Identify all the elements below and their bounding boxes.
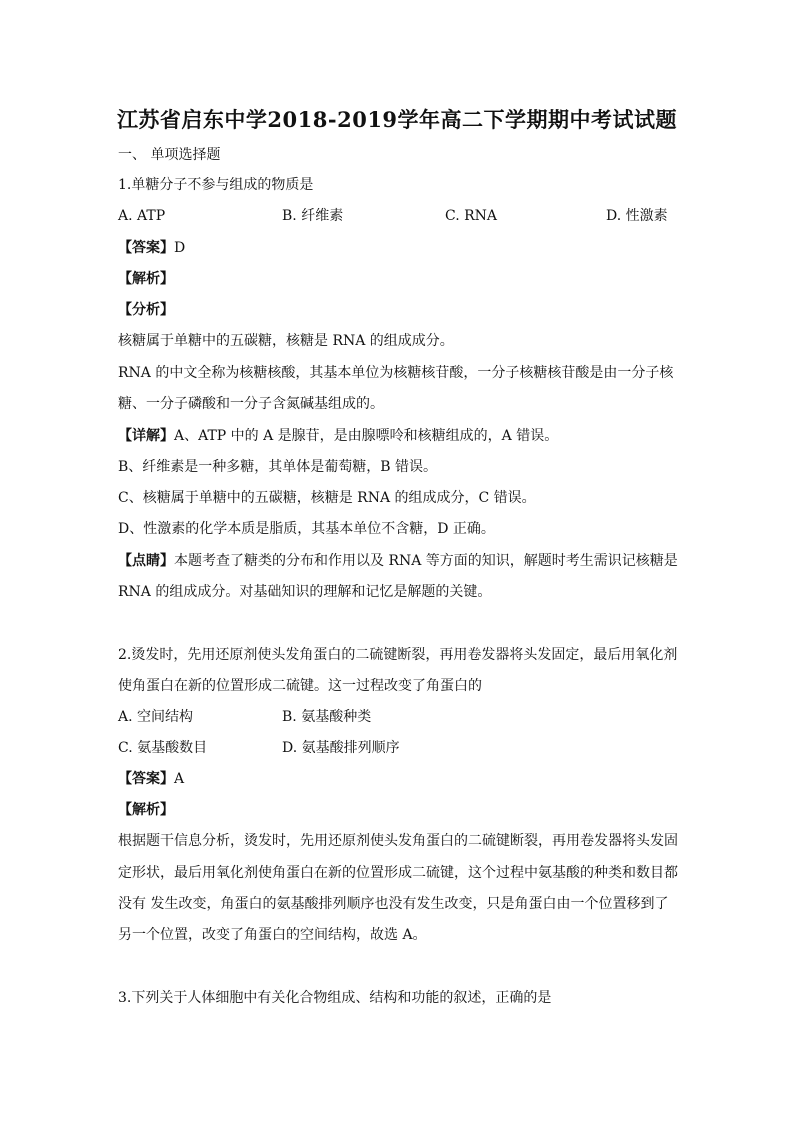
answer-value: A (174, 771, 185, 787)
answer-tag: 【答案】 (118, 771, 174, 787)
q2-option-a: A. 空间结构 (118, 709, 194, 725)
comment-text: 本题考查了糖类的分布和作用以及 RNA 等方面的知识，解题时考生需识记核糖是 (174, 553, 678, 569)
q2-option-c: C. 氨基酸数目 (118, 740, 208, 756)
q1-comment (118, 552, 678, 570)
q2-option-d: D. 氨基酸排列顺序 (282, 740, 400, 756)
answer-tag: 【答案】 (118, 240, 174, 256)
q1-detail (118, 427, 558, 445)
q2-analysis-tag: 【解析】 (118, 802, 174, 818)
q1-detail-line: C、核糖属于单糖中的五碳糖，核糖是 RNA 的组成成分，C 错误。 (118, 490, 536, 506)
q1-option-a: A. ATP (118, 208, 166, 224)
comment-tag: 【点睛】 (118, 553, 174, 569)
detail-tag: 【详解】 (118, 428, 174, 444)
q1-fenxi-line: 核糖属于单糖中的五碳糖，核糖是 RNA 的组成成分。 (118, 333, 454, 349)
q2-analysis-line: 根据题干信息分析，烫发时，先用还原剂使头发角蛋白的二硫键断裂，再用卷发器将头发固 (118, 833, 678, 849)
q2-analysis-line: 另一个位置，改变了角蛋白的空间结构，故选 A。 (118, 927, 427, 943)
detail-text: A、ATP 中的 A 是腺苷，是由腺嘌呤和核糖组成的，A 错误。 (174, 428, 559, 444)
page-title: 江苏省启东中学2018-2019学年高二下学期期中考试试题 (116, 107, 678, 132)
q1-fenxi-tag: 【分析】 (118, 302, 174, 318)
q1-fenxi-line: RNA 的中文全称为核糖核酸，其基本单位为核糖核苷酸，一分子核糖核苷酸是由一分子核 (118, 365, 674, 381)
q1-stem: 1.单糖分子不参与组成的物质是 (118, 177, 314, 193)
q1-option-c: C. RNA (445, 208, 498, 224)
q2-analysis-line: 定形状，最后用氧化剂使角蛋白在新的位置形成二硫键，这个过程中氨基酸的种类和数目都 (118, 865, 678, 881)
q1-detail-line: D、性激素的化学本质是脂质，其基本单位不含糖，D 正确。 (118, 521, 495, 537)
section-heading: 一、 单项选择题 (118, 147, 221, 163)
q1-detail-line: B、纤维素是一种多糖，其单体是葡萄糖，B 错误。 (118, 459, 438, 475)
answer-value: D (174, 240, 186, 256)
q2-option-b: B. 氨基酸种类 (282, 709, 372, 725)
q2-answer (118, 770, 184, 788)
q1-option-b: B. 纤维素 (282, 208, 344, 224)
q2-stem-line: 使角蛋白在新的位置形成二硫键。这一过程改变了角蛋白的 (118, 678, 482, 694)
q1-option-d: D. 性激素 (606, 208, 668, 224)
q1-answer (118, 239, 185, 257)
q1-fenxi-line: 糖、一分子磷酸和一分子含氮碱基组成的。 (118, 396, 384, 412)
q2-stem-line: 2.烫发时，先用还原剂使头发角蛋白的二硫键断裂，再用卷发器将头发固定，最后用氧化剂 (118, 647, 678, 663)
q1-comment-line: RNA 的组成成分。对基础知识的理解和记忆是解题的关键。 (118, 584, 492, 600)
q2-analysis-line: 没有 发生改变，角蛋白的氨基酸排列顺序也没有发生改变，只是角蛋白由一个位置移到了 (118, 896, 669, 912)
q1-analysis-tag: 【解析】 (118, 271, 174, 287)
q3-stem: 3.下列关于人体细胞中有关化合物组成、结构和功能的叙述，正确的是 (118, 990, 552, 1006)
